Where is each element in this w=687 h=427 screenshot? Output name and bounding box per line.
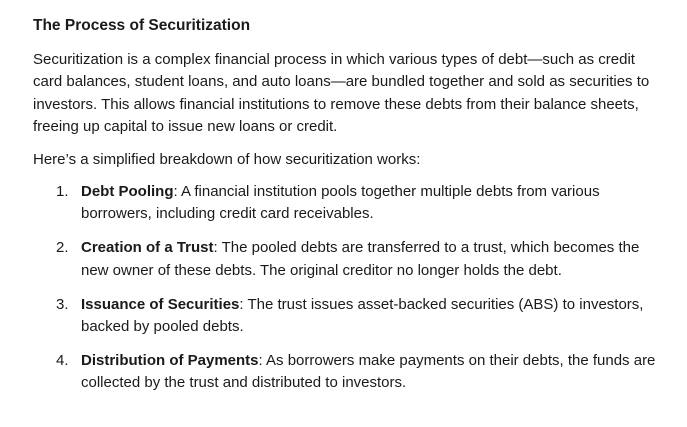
list-item: [33, 294, 663, 339]
lead-in-paragraph: Here’s a simplified breakdown of how securitization works:: [33, 150, 421, 168]
list-item: [33, 350, 663, 395]
page-title: The Process of Securitization: [33, 17, 251, 34]
document-body: [33, 15, 663, 406]
step-term: Creation of a Trust: [81, 239, 214, 257]
step-number: 4.: [56, 351, 69, 369]
step-number: 1.: [56, 183, 69, 201]
step-description: : A financial institution pools together multiple debts from various borrowers, including credit card receivables.: [81, 183, 600, 223]
step-term: Issuance of Securities: [81, 295, 240, 313]
list-item: [33, 181, 663, 226]
step-description: : The trust issues asset-backed securities (ABS) to investors, backed by pooled debts.: [81, 295, 644, 336]
step-number: 3.: [56, 295, 69, 313]
step-description: : The pooled debts are transferred to a trust, which becomes the new owner of these debts. The original creditor no longer holds the debt.: [81, 239, 640, 279]
step-number: 2.: [56, 239, 69, 257]
step-term: Debt Pooling: [81, 183, 174, 201]
step-description: : As borrowers make payments on their debts, the funds are collected by the trust and distributed to investors.: [81, 351, 656, 392]
step-term: Distribution of Payments: [81, 351, 259, 369]
intro-paragraph: Securitization is a complex financial process in which various types of debt—such as credit card balances, student loans, and auto loans—are bundled together and sold as securities to investors. This allows financial institutions to remove these debts from their balance sheets, freeing up capital to issue new loans or credit.: [33, 51, 650, 136]
list-item: [33, 237, 663, 282]
steps-list: [33, 181, 663, 395]
